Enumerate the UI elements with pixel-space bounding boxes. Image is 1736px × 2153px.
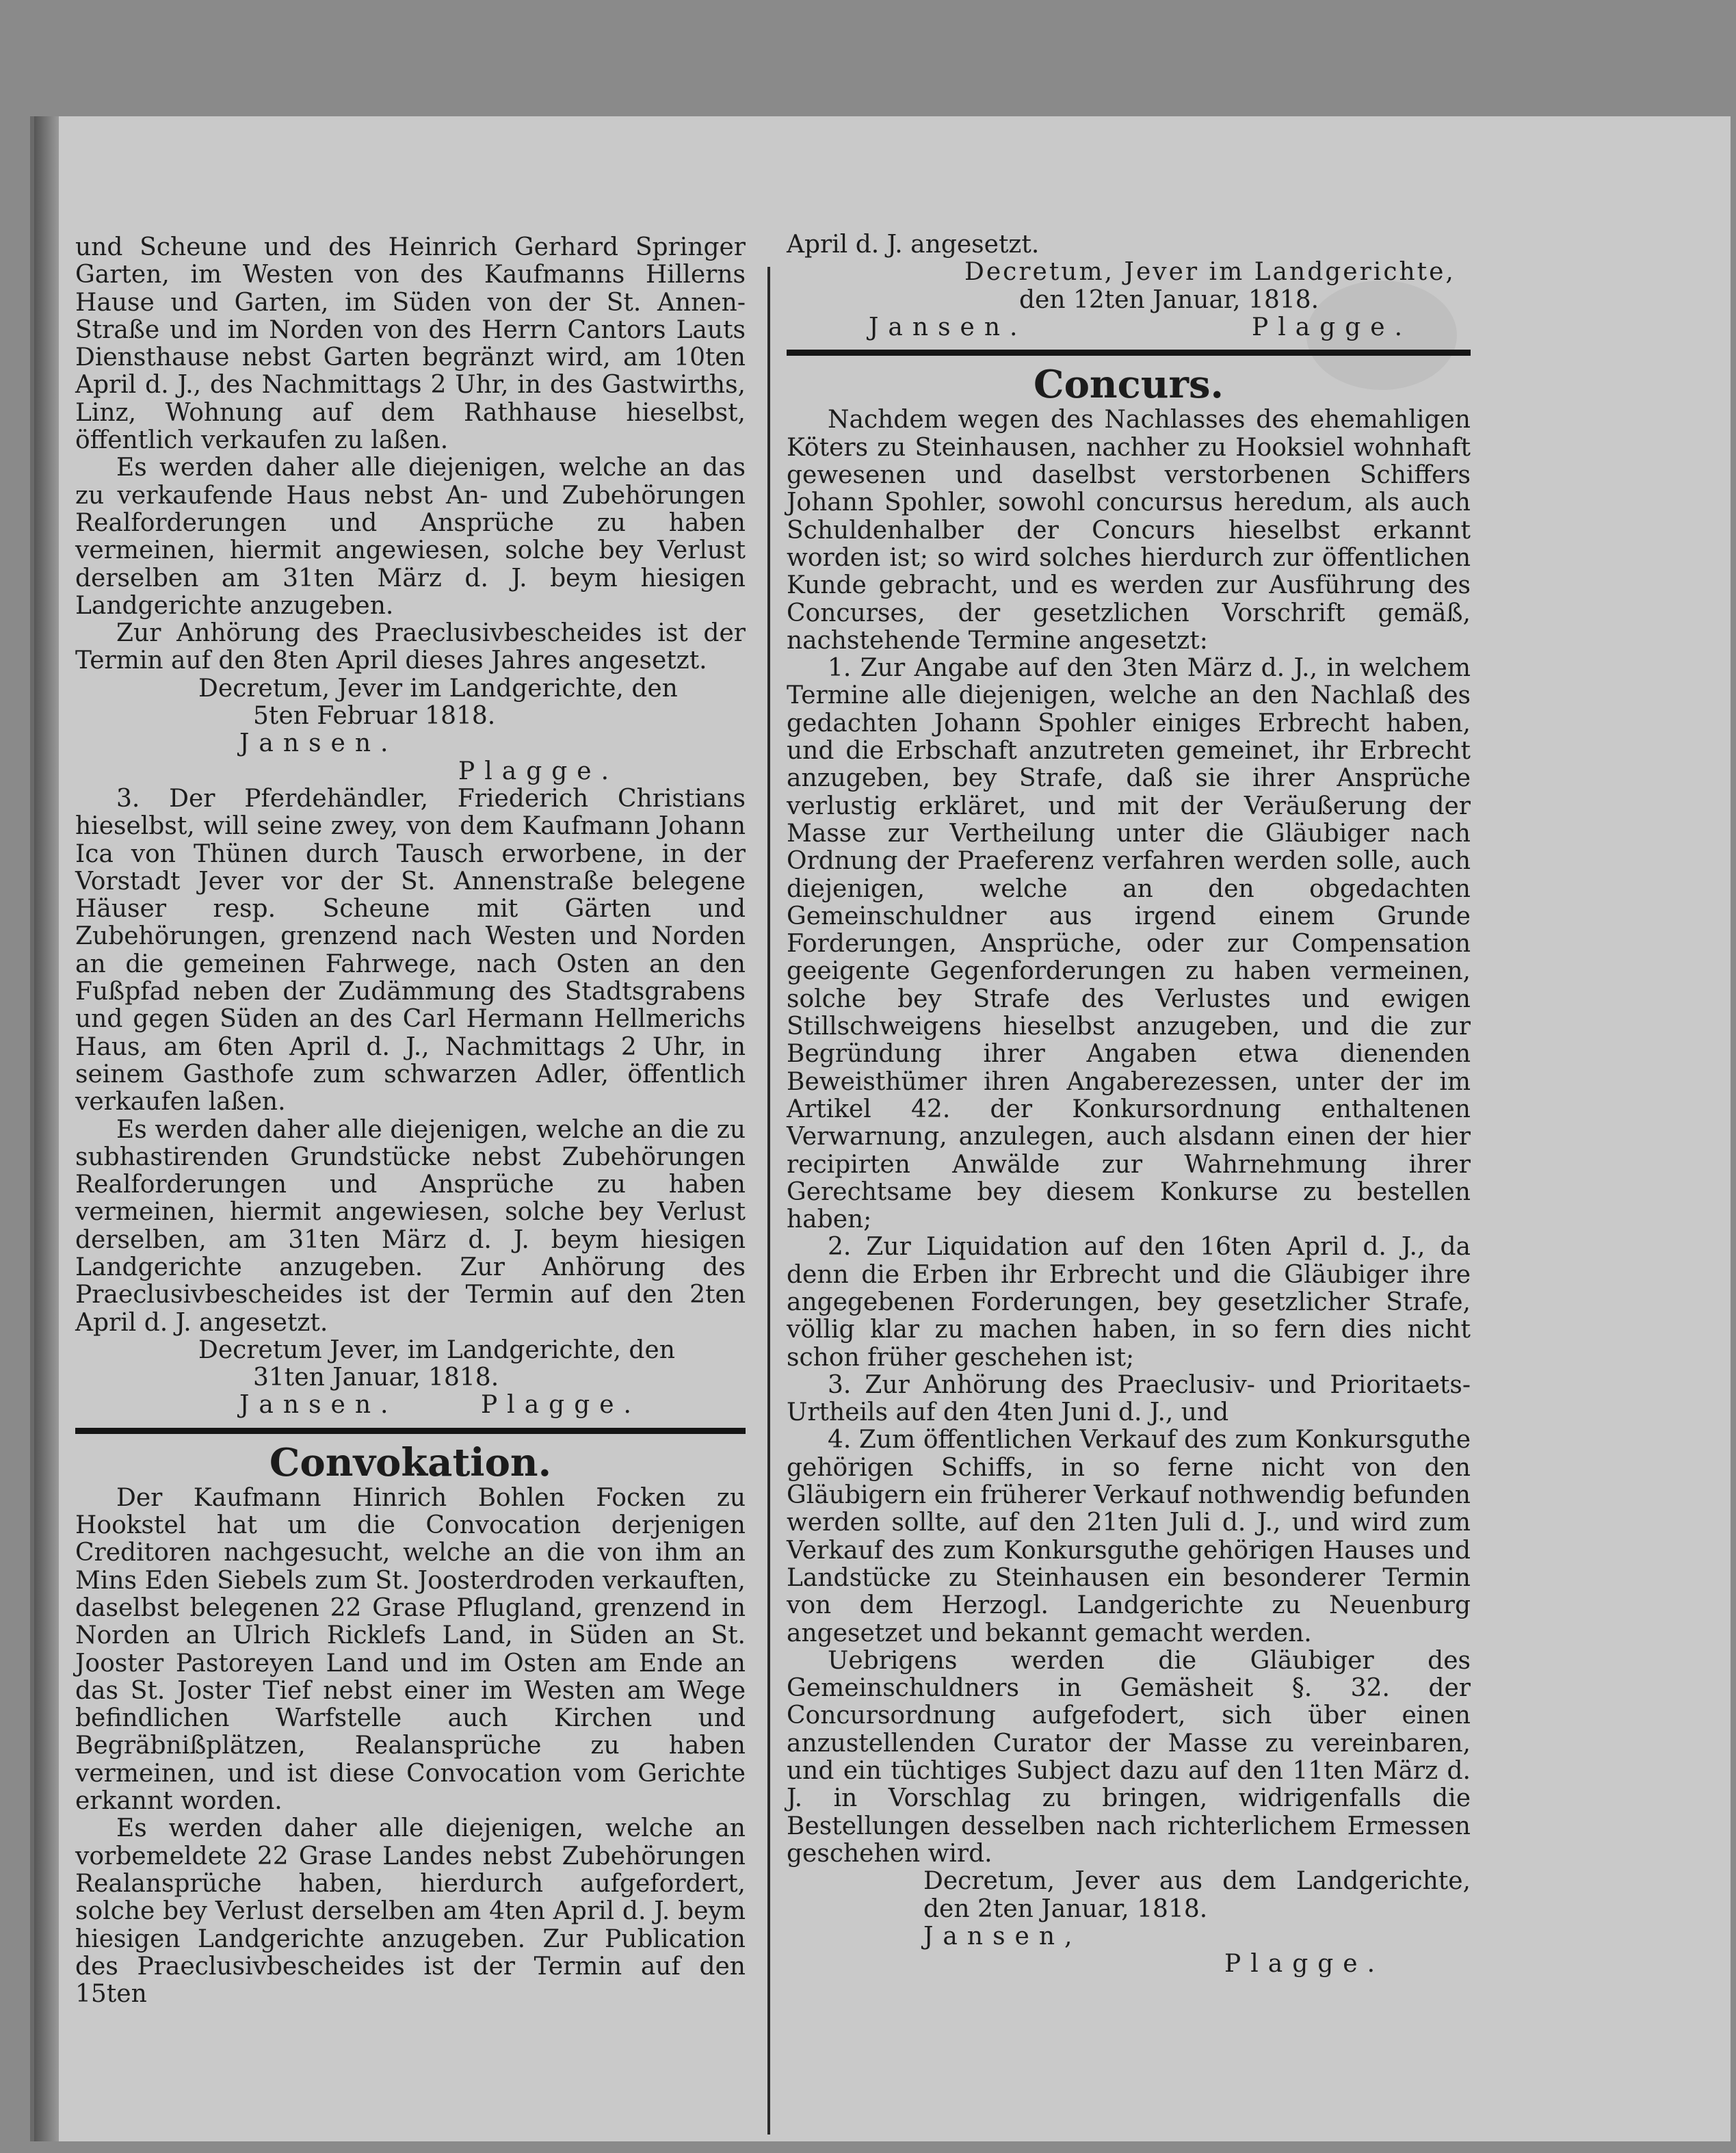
list-item: 4. Zum öffentlichen Verkauf des zum Konkursguthe gehörigen Schiffs, in so ferne nicht von den Gläubigern ein früherer Verkauf nothwendig befunden werden sollte, auf den 21ten Juli d. J., und wird zum Verkauf des zum Konkursguthe gehörigen Hauses und Landstücke zu Steinhausen ein besonderer Termin von dem Herzogl. Landgerichte zu Neuenburg angesetzet und bekannt gemacht werden. <box>787 1426 1471 1647</box>
paragraph: und Scheune und des Heinrich Gerhard Springer Garten, im Westen von des Kaufmanns Hillerns Hause und Garten, im Süden von der St. Annen-Straße und im Norden von des Herrn Cantors Lauts Diensthause nebst Garten begränzt wird, am 10ten April d. J., des Nachmittags 2 Uhr, in des Gastwirths, Linz, Wohnung auf dem Rathhause hieselbst, öffentlich verkaufen zu laßen. <box>75 233 746 455</box>
section-heading: Convokation. <box>269 1439 552 1485</box>
decree-line: Decretum, Jever im Landgerichte, <box>964 258 1456 287</box>
section-heading: Concurs. <box>1034 362 1224 408</box>
paragraph: Uebrigens werden die Gläubiger des Gemeinschuldners in Gemäsheit §. 32. der Concursordnung aufgefodert, sich über einen anzustellenden Curator der Masse zu vereinbaren, und ein tüchtiges Subject dazu auf den 11ten März d. J. in Vorschlag zu bringen, widrigenfalls die Bestellungen desselben nach richterlichem Ermessen geschehen wird. <box>787 1646 1471 1868</box>
paragraph: Es werden daher alle diejenigen, welche an vorbemeldete 22 Grase Landes nebst Zubehörungen Realansprüche haben, hierdurch aufgefordert, solche bey Verlust derselben am 4ten April d. J. beym hiesigen Landgerichte anzugeben. Zur Publication des Praeclusivbescheides ist der Termin auf den 15ten <box>75 1814 746 2009</box>
paragraph: 3. Der Pferdehändler, Friederich Christians hieselbst, will seine zwey, von dem Kaufmann Johann Ica von Thünen durch Tausch erworbene, in der Vorstadt Jever vor der St. Annenstraße belegene Häuser resp. Scheune mit Gärten und Zubehörungen, grenzend nach Westen und Norden an die gemeinen Fahrwege, nach Osten an den Fußpfad neben der Zudämmung des Stadtsgrabens und gegen Süden an des Carl Hermann Hellmerichs Haus, am 6ten April d. J., Nachmittags 2 Uhr, in seinem Gasthofe zum schwarzen Adler, öffentlich verkaufen laßen. <box>75 784 746 1117</box>
decree-line: Decretum Jever, im Landgerichte, den <box>198 1335 675 1364</box>
signature-jansen: Jansen. <box>239 1391 398 1420</box>
decree-date: 5ten Februar 1818. <box>253 702 496 731</box>
list-item: 3. Zur Anhörung des Praeclusiv- und Prioritaets-Urtheils auf den 4ten Juni d. J., und <box>787 1370 1471 1427</box>
newspaper-page <box>30 116 1731 2141</box>
section-rule <box>75 1428 746 1434</box>
column-divider <box>767 267 770 2135</box>
paragraph: Der Kaufmann Hinrich Bohlen Focken zu Hookstel hat um die Convocation derjenigen Creditoren nachgesucht, welche an die von ihm an Mins Eden Siebels zum St. Joosterdroden verkauften, daselbst belegenen 22 Grase Pflugland, grenzend in Norden an Ulrich Ricklefs Land, in Süden an St. Jooster Pastoreyen Land und im Osten am Ende an das St. Joster Tief nebst einer im Westen am Wege befindlichen Warfstelle auch Kirchen und Begräbnißplätzen, Realansprüche zu haben vermeinen, und ist diese Convocation vom Gerichte erkannt worden. <box>75 1483 746 1816</box>
page-binding-shadow <box>34 116 59 2141</box>
paragraph: Es werden daher alle diejenigen, welche an das zu verkaufende Haus nebst An- und Zubehörungen Realforderungen und Ansprüche zu haben vermeinen, hiermit angewiesen, solche bey Verlust derselben am 31ten März d. J. beym hiesigen Landgerichte anzugeben. <box>75 454 746 620</box>
section-rule <box>787 350 1471 356</box>
paragraph: April d. J. angesetzt. <box>787 231 1040 259</box>
left-column <box>75 234 746 2008</box>
signature-jansen: Jansen. <box>239 729 398 758</box>
signature-jansen: Jansen, <box>923 1922 1082 1950</box>
paragraph: Nachdem wegen des Nachlasses des ehemahligen Köters zu Steinhausen, nachher zu Hooksiel wohnhaft gewesenen und daselbst verstorbenen Schiffers Johann Spohler, sowohl concursus heredum, als auch Schuldenhalber der Concurs hieselbst erkannt worden ist; so wird solches hierdurch zur öffentlichen Kunde gebracht, und es werden zur Ausführung des Concurses, der gesetzlichen Vorschrift gemäß, nachstehende Termine angesetzt: <box>787 406 1471 655</box>
paragraph: Es werden daher alle diejenigen, welche an die zu subhastirenden Grundstücke nebst Zubehörungen Realforderungen und Ansprüche zu haben vermeinen, hiermit angewiesen, solche bey Verlust derselben, am 31ten März d. J. beym hiesigen Landgerichte anzugeben. Zur Anhörung des Praeclusivbescheides ist der Termin auf den 2ten April d. J. angesetzt. <box>75 1115 746 1337</box>
paragraph: Zur Anhörung des Praeclusivbescheides ist der Termin auf den 8ten April dieses Jahres angesetzt. <box>75 619 746 675</box>
right-column <box>787 231 1471 1978</box>
decree-date: den 12ten Januar, 1818. <box>1019 285 1319 314</box>
signature-plagge: Plagge. <box>480 1391 641 1420</box>
list-item: 2. Zur Liquidation auf den 16ten April d. J., da denn die Erben ihr Erbrecht und die Gläubiger ihre angegebenen Forderungen, bey gesetzlicher Strafe, völlig klar zu machen haben, in so fern dies nicht schon früher geschehen ist; <box>787 1233 1471 1372</box>
list-item: 1. Zur Angabe auf den 3ten März d. J., in welchem Termine alle diejenigen, welche an den Nachlaß des gedachten Johann Spohler einiges Erbrecht haben, und die Erbschaft anzutreten gemeinet, ihr Erbrecht anzugeben, bey Strafe, daß sie ihrer Ansprüche verlustig erkläret, und mit der Veräußerung der Masse zur Vertheilung unter die Gläubiger nach Ordnung der Praeferenz verfahren werden solle, auch diejenigen, welche an den obgedachten Gemeinschuldner aus irgend einem Grunde Forderungen, Ansprüche, oder zur Compensation geeigente Gegenforderungen zu haben vermeinen, solche bey Strafe des Verlustes und ewigen Stillschweigens hieselbst anzugeben, und die zur Begründung ihrer Angaben etwa dienenden Beweisthümer ihren Angaberezessen, unter der im Artikel 42. der Konkursordnung enthaltenen Verwarnung, anzulegen, auch alsdann einen der hier recipirten Anwälde zur Wahrnehmung ihrer Gerechtsame bey diesem Konkurse zu bestellen haben; <box>787 654 1471 1234</box>
decree-line: Decretum, Jever aus dem Landgerichte, den 2ten Januar, 1818. <box>923 1867 1471 1923</box>
signature-plagge: Plagge. <box>1224 1950 1385 1979</box>
decree-line: Decretum, Jever im Landgerichte, den <box>198 674 678 703</box>
signature-jansen: Jansen. <box>869 313 1027 341</box>
decree-date: 31ten Januar, 1818. <box>253 1363 499 1392</box>
signature-plagge: Plagge. <box>458 757 619 785</box>
signature-plagge: Plagge. <box>1252 313 1412 342</box>
